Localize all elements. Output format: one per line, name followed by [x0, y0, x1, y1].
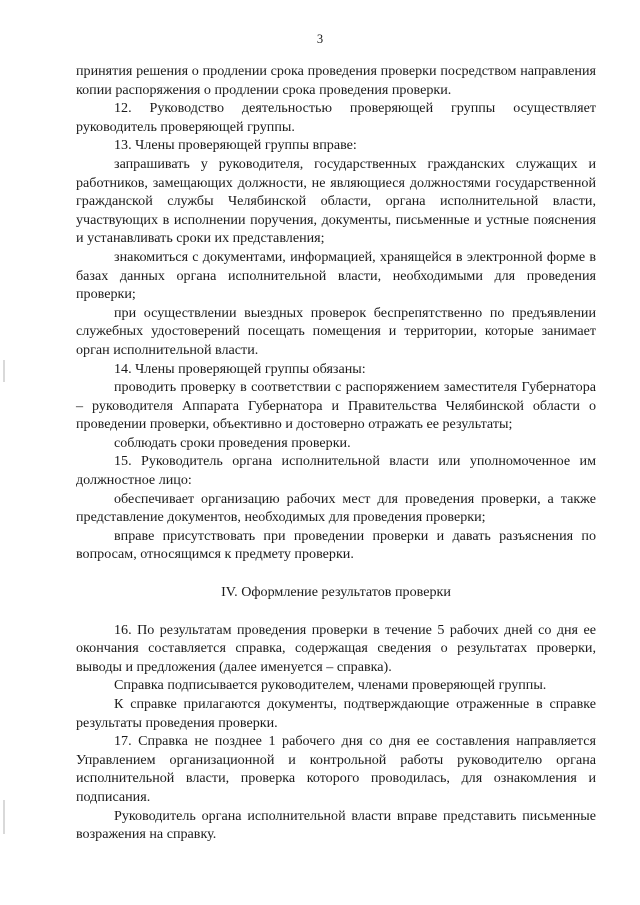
paragraph: обеспечивает организацию рабочих мест для проведения проверки, а также представление документов, необходимых для проведения проверки;: [76, 490, 596, 526]
paragraph: 13. Члены проверяющей группы вправе:: [114, 137, 357, 154]
paragraph: 12. Руководство деятельностью проверяющей группы осуществляет руководитель проверяющей группы.: [76, 100, 596, 135]
paragraph: Руководитель органа исполнительной власти вправе представить письменные возражения на справку.: [76, 807, 596, 843]
paragraph: проводить проверку в соответствии с распоряжением заместителя Губернатора – руководителя Аппарата Губернатора и Правительства Челябинской области о проведении проверки, объективно и достоверно отражать ее результаты;: [76, 379, 596, 433]
paragraph: знакомиться с документами, информацией, хранящейся в электронной форме в базах данных органа исполнительной власти, необходимыми для проведения проверки;: [76, 248, 596, 303]
paragraph: К справке прилагаются документы, подтверждающие отраженные в справке результаты проведения проверки.: [76, 696, 596, 731]
scan-margin-mark: [3, 360, 5, 382]
page-number: 3: [316, 32, 324, 46]
paragraph: вправе присутствовать при проведении проверки и давать разъяснения по вопросам, относящимся к предмету проверки.: [76, 527, 596, 563]
paragraph: соблюдать сроки проведения проверки.: [114, 434, 351, 451]
paragraph: запрашивать у руководителя, государственных гражданских служащих и работников, замещающих должности, не являющиеся должностями государственной гражданской службы Челябинской области, органа исполнительной власти, участвующих в исполнении поручения, документы, письменные и устные пояснения и устанавливать сроки их представления;: [76, 155, 596, 247]
scan-margin-mark: [3, 800, 5, 834]
paragraph: 17. Справка не позднее 1 рабочего дня со дня ее составления направляется Управлением организационной и контрольной работы руководителю органа исполнительной власти, проверка которого проводилась, для ознакомления и подписания.: [76, 733, 596, 805]
paragraph: принятия решения о продлении срока проведения проверки посредством направления копии распоряжения о продлении срока проведения проверки.: [76, 63, 596, 98]
paragraph: 14. Члены проверяющей группы обязаны:: [114, 360, 366, 377]
paragraph: 15. Руководитель органа исполнительной власти или уполномоченное им должностное лицо:: [76, 453, 596, 489]
paragraph: при осуществлении выездных проверок беспрепятственно по предъявлении служебных удостоверений посещать помещения и территории, которые занимает орган исполнительной власти.: [76, 304, 596, 358]
document-body: [76, 62, 596, 844]
paragraph: 16. По результатам проведения проверки в течение 5 рабочих дней со дня ее окончания составляется справка, содержащая сведения о результатах проверки, выводы и предложения (далее именуется – справка).: [76, 621, 596, 675]
paragraph: Справка подписывается руководителем, членами проверяющей группы.: [114, 677, 547, 694]
section-heading: IV. Оформление результатов проверки: [221, 584, 451, 601]
